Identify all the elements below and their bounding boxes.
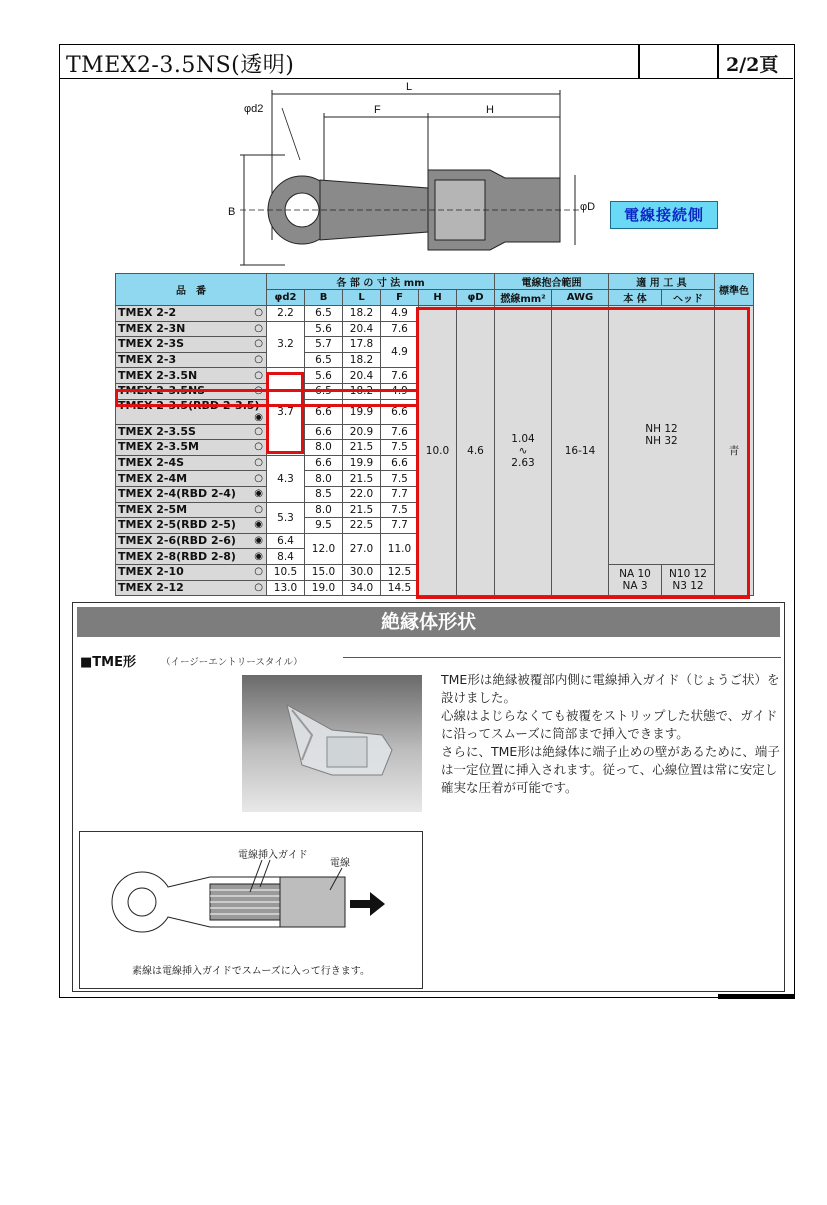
cell-F: 7.5 (381, 502, 419, 518)
variant-mark-icon: ○ (254, 566, 263, 578)
cell-B: 5.6 (305, 368, 343, 384)
part-number (116, 502, 267, 518)
variant-mark-icon: ○ (254, 457, 263, 469)
part-number (116, 383, 267, 399)
cell-L: 22.0 (343, 486, 381, 502)
cell-L: 22.5 (343, 518, 381, 534)
header-tool: 適 用 工 具 (609, 274, 715, 290)
tool-value: NH 12 (645, 422, 678, 435)
cell-L: 17.8 (343, 337, 381, 353)
cell-color: 青 (715, 306, 754, 596)
header-color: 標準色 (715, 274, 754, 306)
wire-range-value: 1.04 (511, 432, 535, 445)
part-number-text: TMEX 2-2 (118, 306, 177, 320)
cell-L: 21.5 (343, 440, 381, 456)
part-number-text: TMEX 2-4M (118, 471, 188, 485)
variant-mark-icon: ○ (254, 425, 263, 437)
page-title: TMEX2-3.5NS(透明) (66, 53, 295, 78)
part-number (116, 337, 267, 353)
variant-mark-icon: ◉ (254, 519, 263, 531)
part-number-text: TMEX 2-3S (118, 337, 185, 351)
part-number-text: TMEX 2-5(RBD 2-5) (118, 518, 236, 532)
cell-F: 4.9 (381, 306, 419, 322)
cell-L: 18.2 (343, 352, 381, 368)
cell-d2: 2.2 (267, 306, 305, 322)
section-subtitle-note: （イージーエントリースタイル） (161, 657, 303, 668)
part-number-text: TMEX 2-4S (118, 456, 185, 470)
cell-wire-mm2 (495, 306, 552, 596)
part-number-text: TMEX 2-3.5N (118, 368, 198, 382)
cell-B: 9.5 (305, 518, 343, 534)
cell-d2: 4.3 (267, 455, 305, 502)
section-title: 絶縁体形状 (77, 607, 780, 637)
part-number-text: TMEX 2-3.5M (118, 440, 199, 454)
cell-L: 18.2 (343, 383, 381, 399)
product-photo (242, 675, 422, 812)
table-row (116, 306, 754, 322)
cell-tool-head (662, 564, 715, 595)
cell-L: 27.0 (343, 533, 381, 564)
part-number-text: TMEX 2-6(RBD 2-6) (118, 534, 236, 548)
part-number (116, 518, 267, 534)
cell-L: 34.0 (343, 580, 381, 596)
subheader: 本 体 (609, 290, 662, 306)
part-number-text: TMEX 2-3N (118, 321, 186, 335)
cell-B: 8.0 (305, 471, 343, 487)
part-number (116, 424, 267, 440)
subheader: H (419, 290, 457, 306)
cell-B: 12.0 (305, 533, 343, 564)
part-number-text: TMEX 2-3.5S (118, 424, 196, 438)
cell-d2: 13.0 (267, 580, 305, 596)
cell-B: 6.5 (305, 306, 343, 322)
part-number-text: TMEX 2-4(RBD 2-4) (118, 487, 236, 501)
subheader: φd2 (267, 290, 305, 306)
variant-mark-icon: ○ (254, 385, 263, 397)
cell-H: 10.0 (419, 306, 457, 596)
cell-d2: 10.5 (267, 564, 305, 580)
page-number: 2/2頁 (726, 54, 779, 76)
variant-mark-icon: ◉ (254, 550, 263, 562)
variant-mark-icon: ○ (254, 354, 263, 366)
subheader: 撚線mm² (495, 290, 552, 306)
cell-B: 15.0 (305, 564, 343, 580)
variant-mark-icon: ○ (254, 503, 263, 515)
cell-F: 7.7 (381, 486, 419, 502)
wire-range-value: ∿ (518, 444, 528, 457)
wire-range-value: 2.63 (511, 456, 535, 469)
divider (343, 657, 781, 658)
cell-L: 20.9 (343, 424, 381, 440)
cell-d2: 5.3 (267, 502, 305, 533)
variant-mark-icon: ◉ (254, 535, 263, 547)
part-number (116, 486, 267, 502)
cell-tool (609, 306, 715, 565)
variant-mark-icon: ○ (254, 338, 263, 350)
cell-B: 6.5 (305, 383, 343, 399)
variant-mark-icon: ○ (254, 307, 263, 319)
subheader: L (343, 290, 381, 306)
part-number (116, 306, 267, 322)
subheader: B (305, 290, 343, 306)
cell-F: 7.7 (381, 518, 419, 534)
dim-label-H: H (486, 104, 494, 116)
section-subtitle: ■TME形 (80, 655, 136, 670)
part-number (116, 580, 267, 596)
part-number-text: TMEX 2-3 (118, 353, 177, 367)
paragraph: TME形は絶縁被覆部内側に電線挿入ガイド（じょうご状）を設けました。 (441, 672, 780, 705)
wire-guide-figure (79, 831, 423, 989)
part-number (116, 549, 267, 565)
wire-side-callout: 電線接続側 (610, 201, 718, 229)
part-number (116, 368, 267, 384)
cell-D: 4.6 (457, 306, 495, 596)
header-row (60, 45, 793, 79)
variant-mark-icon: ○ (254, 441, 263, 453)
cell-L: 19.9 (343, 455, 381, 471)
subheader: φD (457, 290, 495, 306)
part-number-text: TMEX 2-5M (118, 502, 188, 516)
dim-label-D: φD (580, 201, 596, 213)
figure-caption: 素線は電線挿入ガイドでスムーズに入って行きます。 (132, 966, 370, 977)
cell-F: 7.5 (381, 471, 419, 487)
variant-mark-icon: ○ (254, 581, 263, 593)
cell-B: 8.0 (305, 502, 343, 518)
tool-value: N3 12 (672, 580, 704, 592)
cell-d2: 8.4 (267, 549, 305, 565)
cell-B: 6.6 (305, 399, 343, 424)
dim-label-d2: φd2 (244, 103, 264, 115)
cell-L: 21.5 (343, 471, 381, 487)
header-wire-range: 電線抱合範囲 (495, 274, 609, 290)
tool-value: N10 12 (669, 568, 707, 580)
cell-F: 7.6 (381, 321, 419, 337)
cell-F: 4.9 (381, 337, 419, 368)
cell-B: 5.6 (305, 321, 343, 337)
part-number (116, 440, 267, 456)
dim-label-B: B (228, 206, 236, 218)
cell-tool-body (609, 564, 662, 595)
header-dimensions: 各 部 の 寸 法 mm (267, 274, 495, 290)
label-wire: 電線 (330, 858, 350, 869)
cell-F: 6.6 (381, 455, 419, 471)
tool-value: NA 3 (622, 580, 648, 592)
cell-L: 19.9 (343, 399, 381, 424)
part-number-text: TMEX 2-3.5(RBD 2-3.5) (118, 398, 260, 412)
dim-label-F: F (374, 104, 381, 116)
part-number (116, 321, 267, 337)
insertion-arrow-icon (350, 892, 385, 916)
cell-L: 18.2 (343, 306, 381, 322)
cell-F: 11.0 (381, 533, 419, 564)
dim-label-L: L (406, 81, 413, 93)
part-number-text: TMEX 2-3.5NS (118, 384, 206, 398)
part-number-text: TMEX 2-10 (118, 565, 184, 579)
dimension-table (115, 273, 754, 596)
divider (717, 45, 719, 78)
label-guide: 電線挿入ガイド (238, 850, 308, 861)
cell-B: 8.5 (305, 486, 343, 502)
cell-d2: 3.7 (267, 368, 305, 455)
part-number-text: TMEX 2-12 (118, 580, 184, 594)
variant-mark-icon: ◉ (254, 411, 263, 423)
part-number (116, 471, 267, 487)
part-number-text: TMEX 2-8(RBD 2-8) (118, 549, 236, 563)
tool-value: NH 32 (645, 434, 678, 447)
cell-L: 20.4 (343, 321, 381, 337)
variant-mark-icon: ○ (254, 472, 263, 484)
part-number (116, 352, 267, 368)
header-part-number: 品 番 (116, 274, 267, 306)
part-number (116, 564, 267, 580)
cell-L: 20.4 (343, 368, 381, 384)
divider (638, 45, 640, 78)
tool-value: NA 10 (619, 568, 651, 580)
cell-B: 6.6 (305, 424, 343, 440)
footer-bar (718, 994, 795, 999)
cell-B: 6.5 (305, 352, 343, 368)
part-number (116, 533, 267, 549)
cell-d2: 3.2 (267, 321, 305, 368)
cell-F: 12.5 (381, 564, 419, 580)
cell-B: 5.7 (305, 337, 343, 353)
cell-d2: 6.4 (267, 533, 305, 549)
cell-F: 7.5 (381, 440, 419, 456)
paragraph: さらに、TME形は絶縁体に端子止めの壁があるために、端子は一定位置に挿入されます。従って、心線位置は常に安定し確実な圧着が可能です。 (441, 744, 780, 795)
cell-F: 4.9 (381, 383, 419, 399)
cell-awg: 16-14 (552, 306, 609, 596)
part-number (116, 399, 267, 424)
cell-L: 30.0 (343, 564, 381, 580)
subheader: ヘッド (662, 290, 715, 306)
subheader: F (381, 290, 419, 306)
variant-mark-icon: ○ (254, 369, 263, 381)
cell-B: 19.0 (305, 580, 343, 596)
cell-F: 7.6 (381, 424, 419, 440)
section-description (441, 671, 786, 797)
variant-mark-icon: ◉ (254, 488, 263, 500)
part-number (116, 455, 267, 471)
cell-F: 7.6 (381, 368, 419, 384)
cell-L: 21.5 (343, 502, 381, 518)
cell-B: 8.0 (305, 440, 343, 456)
terminal-dimension-drawing (220, 80, 620, 270)
variant-mark-icon: ○ (254, 322, 263, 334)
paragraph: 心線はよじらなくても被覆をストリップした状態で、ガイドに沿ってスムーズに筒部まで挿入できます。 (441, 708, 778, 741)
cell-F: 6.6 (381, 399, 419, 424)
subheader: AWG (552, 290, 609, 306)
cell-B: 6.6 (305, 455, 343, 471)
insulator-section (72, 602, 785, 992)
cell-F: 14.5 (381, 580, 419, 596)
